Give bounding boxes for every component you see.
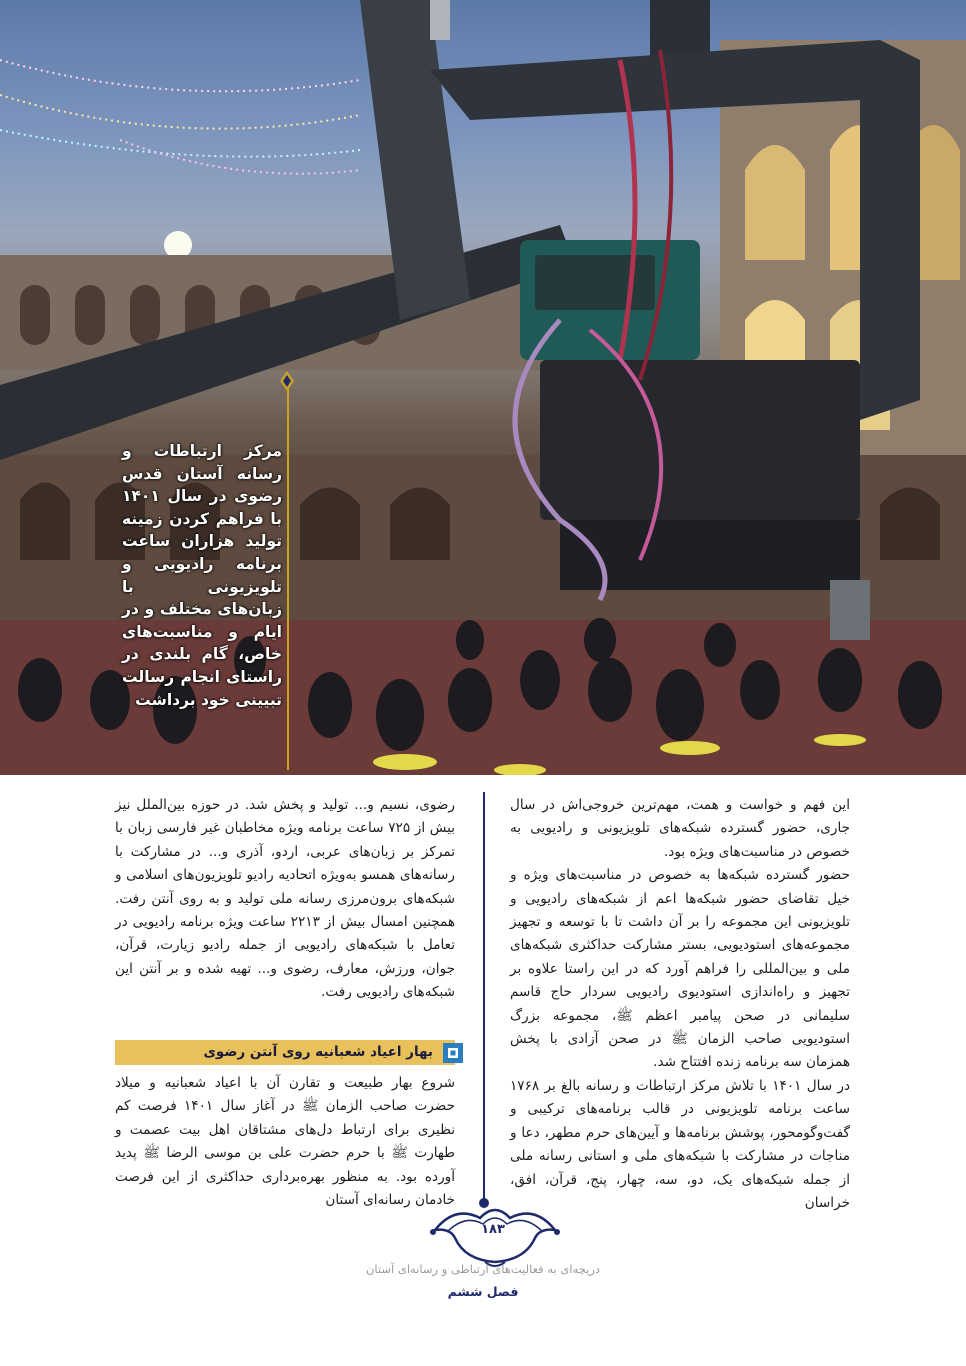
caption-gem-icon bbox=[279, 370, 295, 392]
page-number: ۱۸۳ bbox=[481, 1222, 505, 1237]
left-column-top bbox=[115, 794, 455, 1005]
footer-chapter: فصل ششم bbox=[447, 1284, 519, 1299]
right-paragraph-1: این فهم و خواست و همت، مهم‌ترین خروجی‌اش در سال جاری، حضور گسترده شبکه‌های تلویزیونی و رادیویی به خصوص در مناسبت‌های ویژه بود. bbox=[510, 797, 850, 860]
right-paragraph-2: حضور گسترده شبکه‌ها به خصوص در مناسبت‌های ویژه و خیل تقاضای حضور شبکه‌ها اعم از شبکه‌های رادیویی و تلویزیونی این مجموعه را بر آن داشت تا با توسعه و تجهیز مجموعه‌های استودیویی، بستر مشارکت حداکثری شبکه‌های ملی و بین‌المللی را فراهم آورد که در این راستا علاوه بر تجهیز و راه‌اندازی استودیوی رادیویی سردار حاج قاسم سلیمانی در صحن پیامبر اعظم ﷺ، مجموعه بزرگ استودیویی صاحب الزمان ﷺ در صحن آزادی با پخش همزمان سه برنامه زنده افتتاح شد. bbox=[510, 867, 850, 1071]
caption-accent-line bbox=[287, 378, 289, 770]
left-column-bottom bbox=[115, 1072, 455, 1212]
footer-subtitle: دریچه‌ای به فعالیت‌های ارتباطی و رسانه‌ای آستان bbox=[365, 1262, 601, 1276]
photo-caption: مرکز ارتباطات و رسانه آستان قدس رضوی در سال ۱۴۰۱ با فراهم کردن زمینه تولید هزاران ساعت برنامه رادیویی و تلویزیونی با زبان‌های مختلف و در ایام و مناسبت‌های خاص، گام بلندی در راستای انجام رسالت تبیینی خود برداشت bbox=[122, 442, 282, 709]
heading-bullet-icon bbox=[440, 1040, 466, 1066]
left-paragraph-2: شروع بهار طبیعت و تقارن آن با اعیاد شعبانیه و میلاد حضرت صاحب الزمان ﷺ در آغاز سال ۱۴۰۱ فرصت کم نظیری برای ارتباط دل‌های مشتاقان اهل بیت عصمت و طهارت ﷺ با حرم حضرت علی بن موسی الرضا ﷺ پدید آورده بود. به منظور بهره‌برداری حداکثری از این فرصت خادمان رسانه‌ای آستان bbox=[115, 1075, 455, 1209]
right-paragraph-3: در سال ۱۴۰۱ با تلاش مرکز ارتباطات و رسانه بالغ بر ۱۷۶۸ ساعت برنامه تلویزیونی در قالب برنامه‌های ترکیبی و گفت‌وگومحور، پوشش برنامه‌ها و آیین‌های حرم مطهر، دعا و مناجات در مشارکت با شبکه‌های ملی و استانی رسانه ملی از جمله شبکه‌های یک، دو، سه، چهار، پنج، قرآن، افق، خراسان bbox=[510, 1077, 850, 1211]
left-paragraph-1: رضوی، نسیم و... تولید و پخش شد. در حوزه بین‌الملل نیز بیش از ۷۲۵ ساعت برنامه ویژه مخاطبان غیر فارسی زبان با تمرکز بر زبان‌های عربی، اردو، آذری و... در مشارکت با رسانه‌های همسو به‌ویژه اتحادیه رادیو تلویزیون‌های اسلامی و شبکه‌های برون‌مرزی رسانه ملی تولید و به روی آنتن رفت. همچنین امسال بیش از ۲۲۱۳ ساعت ویژه برنامه رادیویی در تعامل با شبکه‌های رادیویی از جمله رادیو زیارت، قرآن، جوان، ورزش، معارف، رضوی و... تهیه شده و بر آنتن این شبکه‌های رادیویی رفت. bbox=[115, 797, 455, 1001]
string-lights bbox=[0, 60, 360, 174]
right-column bbox=[510, 794, 850, 1215]
moon bbox=[164, 231, 192, 259]
column-divider bbox=[483, 792, 485, 1205]
section-heading: بهار اعیاد شعبانیه روی آنتن رضوی bbox=[203, 1044, 433, 1060]
